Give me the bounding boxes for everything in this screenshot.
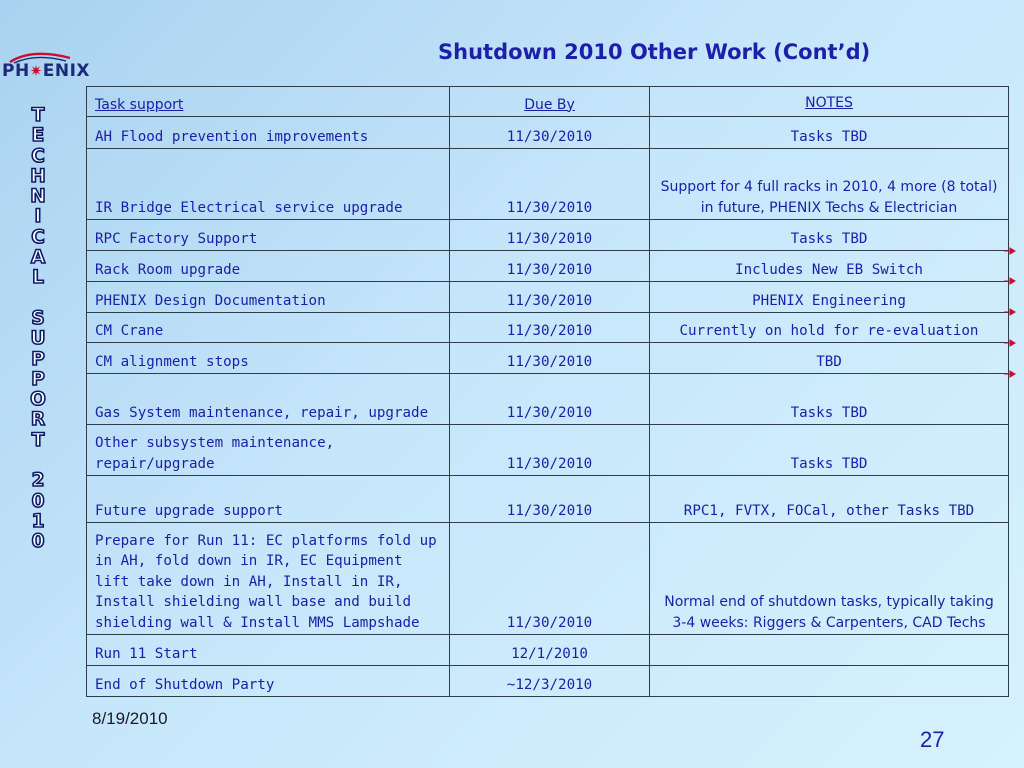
- side-label-letter: I: [34, 206, 42, 228]
- cell-notes: Tasks TBD: [650, 220, 1009, 251]
- cell-task: CM alignment stops: [87, 343, 450, 374]
- cell-task: Future upgrade support: [87, 476, 450, 523]
- cell-notes: Tasks TBD: [650, 374, 1009, 425]
- table-row: [87, 476, 1009, 523]
- cell-due-date: 11/30/2010: [450, 476, 650, 523]
- vertical-side-label: [25, 106, 51, 553]
- side-label-letter: R: [30, 409, 46, 431]
- cell-due-date: 11/30/2010: [450, 425, 650, 476]
- cell-due-date: 11/30/2010: [450, 343, 650, 374]
- side-label-letter: C: [31, 226, 45, 248]
- cell-due-date: 11/30/2010: [450, 523, 650, 635]
- cell-notes: [650, 666, 1009, 697]
- cell-notes: [650, 635, 1009, 666]
- table-row: [87, 220, 1009, 251]
- table-row: [87, 374, 1009, 425]
- cell-notes: Normal end of shutdown tasks, typically taking 3-4 weeks: Riggers & Carpenters, CAD Techs: [650, 523, 1009, 635]
- row-arrow-icon: [1004, 370, 1016, 378]
- cell-due-date: 11/30/2010: [450, 313, 650, 343]
- cell-notes: Currently on hold for re-evaluation: [650, 313, 1009, 343]
- row-arrow-icon: [1004, 247, 1016, 255]
- cell-due-date: 12/1/2010: [450, 635, 650, 666]
- table-row: [87, 523, 1009, 635]
- table-row: [87, 117, 1009, 149]
- logo-star-icon: ✷: [29, 62, 43, 80]
- cell-task: CM Crane: [87, 313, 450, 343]
- cell-notes: PHENIX Engineering: [650, 282, 1009, 313]
- cell-due-date: 11/30/2010: [450, 220, 650, 251]
- cell-notes: Support for 4 full racks in 2010, 4 more (8 total) in future, PHENIX Techs & Electrician: [650, 149, 1009, 220]
- cell-task: Gas System maintenance, repair, upgrade: [87, 374, 450, 425]
- side-label-space: [25, 451, 51, 471]
- cell-task: Prepare for Run 11: EC platforms fold up in AH, fold down in IR, EC Equipment lift take down in AH, Install in IR, Install shielding wall base and build shielding wall & Install MMS Lampshade: [87, 523, 450, 635]
- side-label-letter: 0: [31, 490, 45, 512]
- side-label-letter: U: [30, 328, 46, 350]
- side-label-letter: O: [30, 389, 46, 411]
- page-number: 27: [920, 727, 945, 752]
- table-row: [87, 282, 1009, 313]
- side-label-letter: A: [30, 247, 46, 269]
- side-label-letter: 1: [31, 510, 45, 532]
- header-notes: NOTES: [650, 87, 1009, 117]
- side-label-letter: N: [30, 186, 46, 208]
- cell-notes: Tasks TBD: [650, 117, 1009, 149]
- footer-date: 8/19/2010: [92, 709, 168, 728]
- header-due-by: Due By: [450, 87, 650, 117]
- cell-due-date: 11/30/2010: [450, 149, 650, 220]
- table-row: [87, 251, 1009, 282]
- cell-due-date: 11/30/2010: [450, 117, 650, 149]
- side-label-letter: C: [31, 145, 45, 167]
- header-task-support: Task support: [87, 87, 450, 117]
- table-header-row: [87, 87, 1009, 117]
- side-label-letter: T: [31, 105, 45, 126]
- side-label-letter: 2: [31, 470, 45, 492]
- side-label-letter: P: [31, 348, 45, 370]
- cell-task: Rack Room upgrade: [87, 251, 450, 282]
- phenix-logo: [2, 50, 96, 82]
- cell-due-date: 11/30/2010: [450, 374, 650, 425]
- cell-task: Run 11 Start: [87, 635, 450, 666]
- table-row: [87, 343, 1009, 374]
- cell-task: AH Flood prevention improvements: [87, 117, 450, 149]
- table-row: [87, 149, 1009, 220]
- cell-notes: TBD: [650, 343, 1009, 374]
- table-row: [87, 666, 1009, 697]
- cell-task: End of Shutdown Party: [87, 666, 450, 697]
- cell-notes: Includes New EB Switch: [650, 251, 1009, 282]
- cell-notes: Tasks TBD: [650, 425, 1009, 476]
- cell-due-date: 11/30/2010: [450, 282, 650, 313]
- side-label-letter: P: [31, 368, 45, 390]
- side-label-letter: L: [32, 267, 44, 289]
- table-row: [87, 425, 1009, 476]
- logo-text: PH✷ENIX: [2, 61, 91, 81]
- cell-task: PHENIX Design Documentation: [87, 282, 450, 313]
- cell-notes: RPC1, FVTX, FOCal, other Tasks TBD: [650, 476, 1009, 523]
- cell-due-date: 11/30/2010: [450, 251, 650, 282]
- table-row: [87, 313, 1009, 343]
- cell-task: RPC Factory Support: [87, 220, 450, 251]
- row-arrow-icon: [1004, 339, 1016, 347]
- row-arrow-icon: [1004, 308, 1016, 316]
- cell-due-date: ~12/3/2010: [450, 666, 650, 697]
- row-arrow-icon: [1004, 277, 1016, 285]
- side-label-letter: E: [31, 125, 45, 147]
- cell-task: Other subsystem maintenance, repair/upgrade: [87, 425, 450, 476]
- slide-title: Shutdown 2010 Other Work (Cont’d): [438, 40, 871, 64]
- side-label-letter: 0: [31, 531, 45, 553]
- side-label-space: [25, 289, 51, 309]
- table-row: [87, 635, 1009, 666]
- side-label-letter: S: [31, 307, 45, 329]
- side-label-letter: H: [30, 165, 46, 187]
- work-table: [86, 86, 1009, 697]
- side-label-letter: T: [31, 429, 45, 451]
- cell-task: IR Bridge Electrical service upgrade: [87, 149, 450, 220]
